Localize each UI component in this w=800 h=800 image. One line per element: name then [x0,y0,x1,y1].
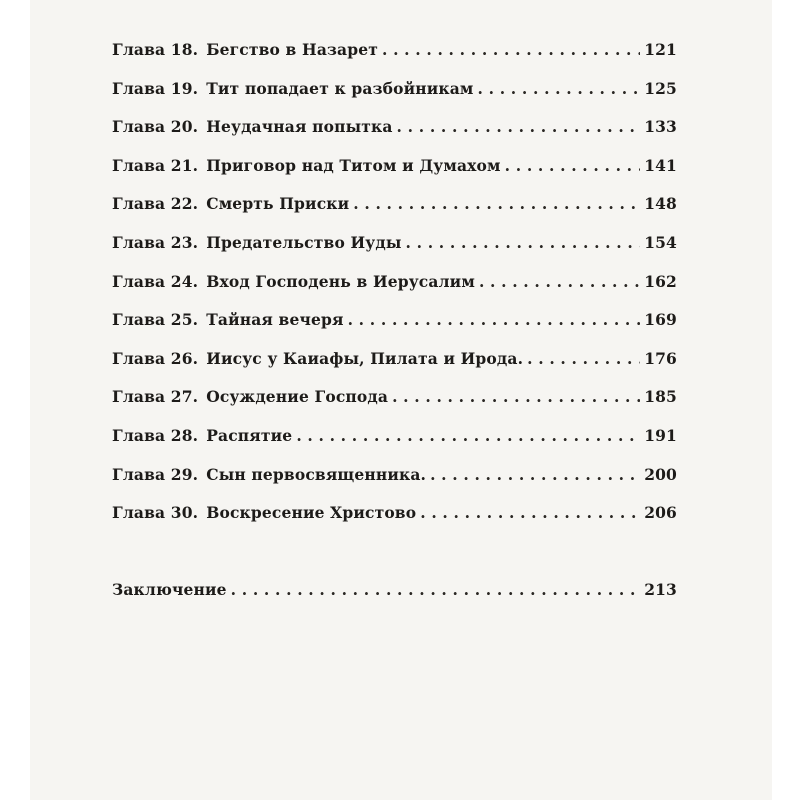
page-number: 206 [644,503,677,523]
chapter-title: Предательство Иуды [206,232,402,252]
toc-entry-chapter-25 [112,310,677,349]
chapter-number: Глава 27. [112,387,199,407]
page-number: 185 [644,387,677,407]
page-number: 133 [644,117,677,137]
dot-leader [479,272,640,291]
chapter-title: Вход Господень в Иерусалим [206,271,475,291]
page-number: 200 [644,464,677,484]
toc-entry-chapter-28 [112,426,677,465]
chapter-title: Распятие [206,425,293,445]
chapter-title: Тит попадает к разбойникам [206,78,474,98]
page-number: 162 [644,271,677,291]
chapter-number: Глава 29. [112,464,199,484]
chapter-number: Глава 24. [112,271,199,291]
toc-entry-chapter-19 [112,79,677,118]
chapter-number: Глава 23. [112,232,199,252]
chapter-title: Сын первосвященника. [206,464,427,484]
dot-leader [231,580,641,599]
chapter-title: Осуждение Господа [206,387,389,407]
page-number: 121 [644,40,677,59]
toc-entry-chapter-30 [112,503,677,542]
dot-leader [527,349,640,368]
page-number: 213 [644,579,677,599]
page-number: 176 [644,348,677,368]
chapter-number: Глава 19. [112,78,199,98]
dot-leader [478,79,641,98]
dot-leader [382,40,640,59]
toc-entry-chapter-18 [112,40,677,79]
toc-entry-chapter-26 [112,349,677,388]
chapter-number: Глава 22. [112,194,199,214]
dot-leader [430,465,640,484]
dot-leader [505,156,641,175]
book-page [30,0,772,800]
toc-entry-chapter-22 [112,194,677,233]
dot-leader [296,426,640,445]
toc-entry-chapter-24 [112,272,677,311]
toc-spacer [112,542,677,580]
toc-entry-chapter-20 [112,117,677,156]
chapter-title: Тайная вечеря [206,310,344,330]
page-number: 141 [644,155,677,175]
page-number: 125 [644,78,677,98]
page-number: 148 [644,194,677,214]
dot-leader [397,117,641,136]
toc-entry-conclusion [112,580,677,619]
chapter-title: Иисус у Каиафы, Пилата и Ирода. [206,348,524,368]
dot-leader [392,387,640,406]
chapter-number: Глава 20. [112,117,199,137]
page-number: 191 [644,425,677,445]
chapter-number: Глава 18. [112,40,199,59]
chapter-title: Бегство в Назарет [206,40,378,59]
toc-entry-chapter-23 [112,233,677,272]
conclusion-title: Заключение [112,579,227,599]
chapter-title: Смерть Приски [206,194,350,214]
dot-leader [353,194,640,213]
chapter-number: Глава 30. [112,503,199,523]
chapter-number: Глава 25. [112,310,199,330]
dot-leader [406,233,641,252]
page-number: 169 [644,310,677,330]
chapter-title: Неудачная попытка [206,117,393,137]
chapter-number: Глава 26. [112,348,199,368]
toc-entry-chapter-27 [112,387,677,426]
table-of-contents [112,40,677,618]
dot-leader [420,503,640,522]
chapter-number: Глава 28. [112,425,199,445]
toc-entry-chapter-21 [112,156,677,195]
page-number: 154 [644,232,677,252]
chapter-title: Воскресение Христово [206,503,417,523]
toc-entry-chapter-29 [112,465,677,504]
dot-leader [348,310,641,329]
chapter-title: Приговор над Титом и Думахом [206,155,501,175]
chapter-number: Глава 21. [112,155,199,175]
